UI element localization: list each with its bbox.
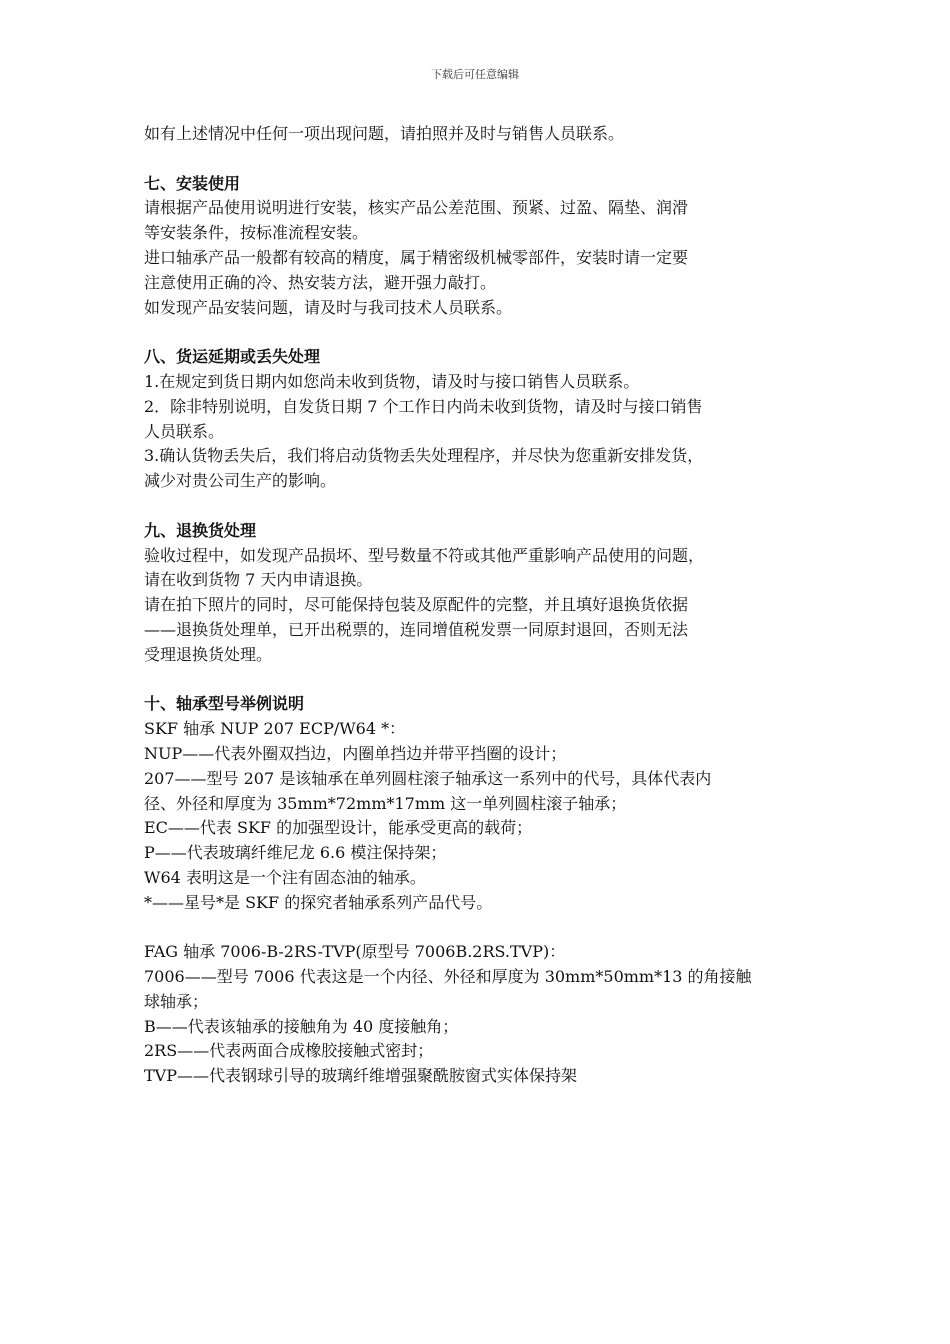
skf-example-line: W64 表明这是一个注有固态油的轴承。: [144, 867, 426, 887]
spacer: [144, 668, 824, 693]
section-9-line: 请在拍下照片的同时，尽可能保持包装及原配件的完整，并且填好退换货依据: [144, 595, 689, 615]
spacer: [144, 320, 824, 345]
spacer: [144, 494, 824, 519]
intro-paragraph: 如有上述情况中任何一项出现问题，请拍照并及时与销售人员联系。: [144, 124, 625, 143]
skf-example-line: 径、外径和厚度为 35mm*72mm*17mm 这一单列圆柱滚子轴承；: [144, 793, 627, 813]
skf-example-line: NUP——代表外圈双挡边，内圈单挡边并带平挡圈的设计；: [144, 743, 567, 763]
fag-example-line: TVP——代表钢球引导的玻璃纤维增强聚酰胺窗式实体保持架: [144, 1066, 577, 1086]
fag-example-line: FAG 轴承 7006-B-2RS-TVP(原型号 7006B.2RS.TVP)：: [144, 942, 566, 962]
skf-example-line: *——星号*是 SKF 的探究者轴承系列产品代号。: [144, 892, 493, 912]
section-8-line: 1.在规定到货日期内如您尚未收到货物，请及时与接口销售人员联系。: [144, 371, 640, 391]
section-9-heading: 九、退换货处理: [144, 520, 257, 540]
section-7-line: 注意使用正确的冷、热安装方法，避开强力敲打。: [144, 272, 497, 292]
section-10-heading: 十、轴承型号举例说明: [144, 694, 305, 714]
section-7-line: 进口轴承产品一般都有较高的精度，属于精密级机械零部件，安装时请一定要: [144, 247, 689, 267]
fag-example-line: 2RS——代表两面合成橡胶接触式密封；: [144, 1041, 434, 1061]
section-9-line: ——退换货处理单，已开出税票的，连同增值税发票一同原封退回，否则无法: [144, 619, 689, 639]
page-header: 下载后可任意编辑: [431, 68, 519, 81]
section-8-line: 2．除非特别说明，自发货日期 7 个工作日内尚未收到货物，请及时与接口销售: [144, 396, 703, 416]
fag-example-line: 7006——型号 7006 代表这是一个内径、外径和厚度为 30mm*50mm*13 的角接触: [144, 967, 752, 987]
section-9-line: 验收过程中，如发现产品损坏、型号数量不符或其他严重影响产品使用的问题，: [144, 545, 705, 565]
section-8-line: 3.确认货物丢失后，我们将启动货物丢失处理程序，并尽快为您重新安排发货，: [144, 446, 704, 466]
section-8-line: 减少对贵公司生产的影响。: [144, 471, 337, 491]
section-7-heading: 七、安装使用: [144, 173, 241, 193]
section-9-line: 请在收到货物 7 天内申请退换。: [144, 570, 373, 590]
skf-example-line: SKF 轴承 NUP 207 ECP/W64 *：: [144, 719, 406, 739]
section-9-line: 受理退换货处理。: [144, 644, 273, 664]
spacer: [144, 147, 824, 172]
document-body: [144, 122, 824, 1089]
skf-example-line: 207——型号 207 是该轴承在单列圆柱滚子轴承这一系列中的代号，具体代表内: [144, 768, 712, 788]
skf-example-line: P——代表玻璃纤维尼龙 6.6 模注保持架；: [144, 843, 447, 863]
spacer: [144, 916, 824, 941]
section-7-line: 等安装条件，按标准流程安装。: [144, 223, 369, 243]
fag-example-line: 球轴承；: [144, 991, 209, 1011]
section-7-line: 请根据产品使用说明进行安装，核实产品公差范围、预紧、过盈、隔垫、润滑: [144, 198, 689, 218]
section-7-line: 如发现产品安装问题，请及时与我司技术人员联系。: [144, 297, 513, 317]
fag-example-line: B——代表该轴承的接触角为 40 度接触角；: [144, 1016, 459, 1036]
skf-example-line: EC——代表 SKF 的加强型设计，能承受更高的载荷；: [144, 818, 533, 838]
section-8-line: 人员联系。: [144, 421, 225, 441]
section-8-heading: 八、货运延期或丢失处理: [144, 347, 321, 367]
